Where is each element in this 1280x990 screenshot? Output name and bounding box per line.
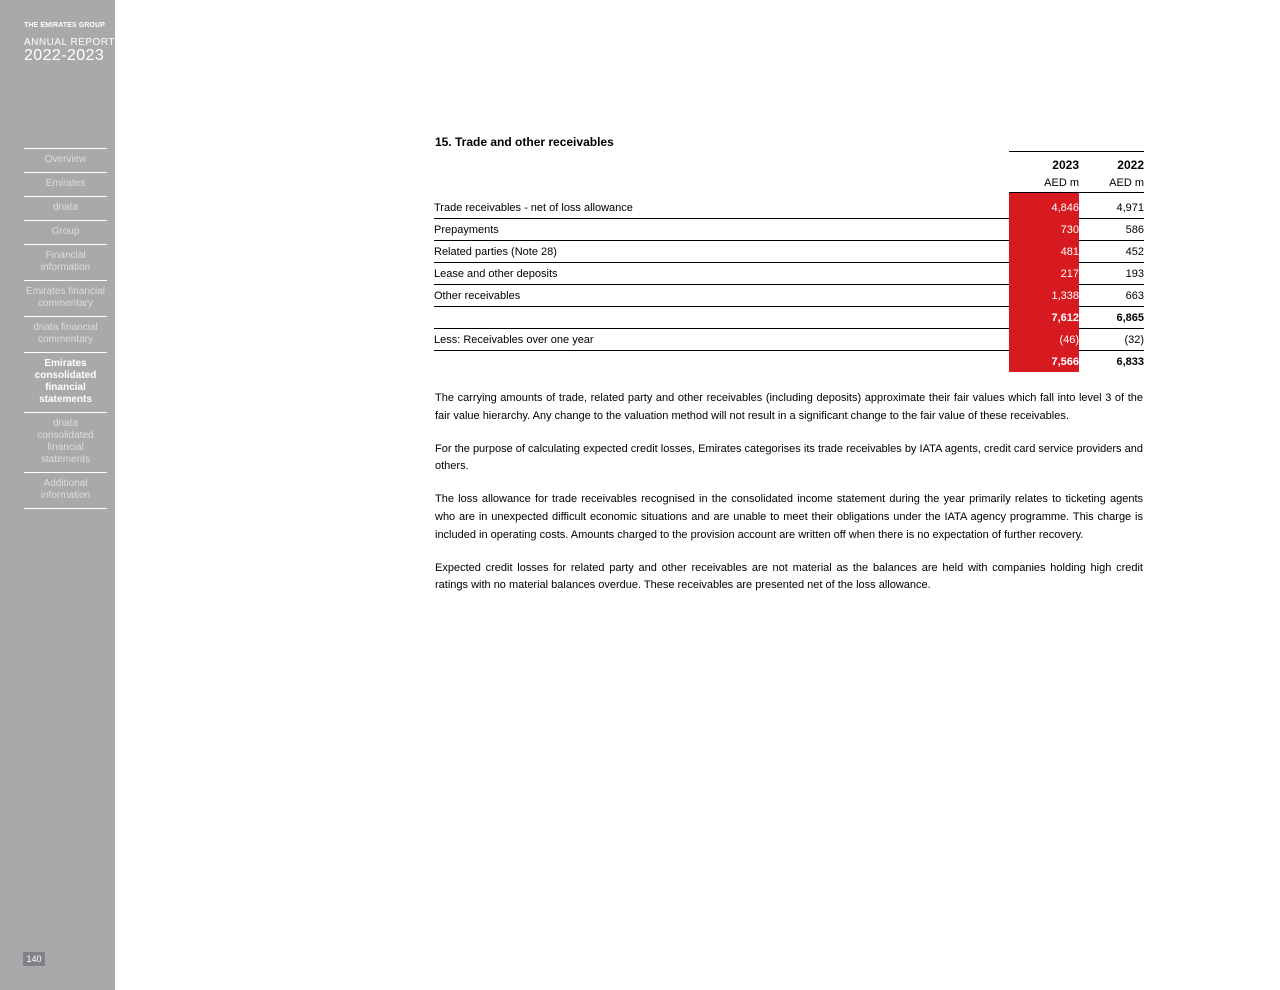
main-content (435, 134, 1144, 610)
report-years: 2022-2023 (24, 47, 105, 64)
column-2023-header: 2023 (1009, 152, 1079, 175)
nav-item-dnata-financial-commentary[interactable]: dnata financial commentary (24, 317, 107, 353)
row-value-2022: 586 (1079, 219, 1144, 241)
nav-item-emirates[interactable]: Emirates (24, 173, 107, 197)
paragraph: Expected credit losses for related party and other receivables are not material as the balances are held with companies holding high credit ratings with no material balances overdue. These receivables are presented net of the loss allowance. (435, 561, 1143, 592)
table-row (434, 263, 1144, 285)
row-label: Other receivables (434, 285, 1009, 307)
row-value-2022: 663 (1079, 285, 1144, 307)
nav-item-dnata[interactable]: dnata (24, 197, 107, 221)
row-value-2023: 217 (1009, 263, 1079, 285)
nav-item-group[interactable]: Group (24, 221, 107, 245)
row-value-2023: 730 (1009, 219, 1079, 241)
nav-item-dnata-consolidated-statements[interactable]: dnata consolidated financial statements (24, 413, 107, 473)
paragraph: The carrying amounts of trade, related party and other receivables (including deposits) approximate their fair values which fall into level 3 of the fair value hierarchy. Any change to the valuation method will not result in a significant change to the fair value of these receivables. (435, 392, 1143, 422)
notes-text (435, 390, 1144, 595)
total-2023: 7,566 (1009, 351, 1079, 373)
row-value-2023: 481 (1009, 241, 1079, 263)
subtotal-row (434, 307, 1144, 329)
row-value-2023: 4,846 (1009, 197, 1079, 219)
report-title: ANNUAL REPORT (24, 37, 115, 48)
unit-2022: AED m (1079, 174, 1144, 193)
receivables-table (434, 151, 1144, 372)
subtotal-2022: 6,865 (1079, 307, 1144, 329)
report-brand (24, 22, 115, 65)
row-value-2022: 4,971 (1079, 197, 1144, 219)
nav-item-financial-information[interactable]: Financial information (24, 245, 107, 281)
table-row (434, 197, 1144, 219)
row-label: Lease and other deposits (434, 263, 1009, 285)
less-2022: (32) (1079, 329, 1144, 351)
row-value-2022: 452 (1079, 241, 1144, 263)
less-2023: (46) (1009, 329, 1079, 351)
table-row (434, 219, 1144, 241)
row-value-2023: 1,338 (1009, 285, 1079, 307)
sidebar-nav (24, 148, 107, 509)
row-label: Trade receivables - net of loss allowance (434, 197, 1009, 219)
table-row (434, 241, 1144, 263)
total-row (434, 351, 1144, 373)
paragraph: The loss allowance for trade receivables recognised in the consolidated income statement during the year primarily relates to ticketing agents who are in unexpected difficult economic situations and are unable to meet their obligations under the IATA agency programme. This charge is included in operating costs. Amounts charged to the provision account are written off when there is no expectation of further recovery. (435, 493, 1143, 541)
paragraph: For the purpose of calculating expected credit losses, Emirates categorises its trade receivables by IATA agents, credit card service providers and others. (435, 442, 1143, 473)
sidebar (0, 0, 115, 990)
row-label: Less: Receivables over one year (434, 329, 1009, 351)
total-2022: 6,833 (1116, 355, 1144, 368)
row-label: Prepayments (434, 219, 1009, 241)
table-header-units (434, 174, 1144, 193)
group-name: THE EMIRATES GROUP (24, 22, 106, 29)
row-value-2022: 193 (1079, 263, 1144, 285)
column-2022-header: 2022 (1079, 152, 1144, 175)
section-title: 15. Trade and other receivables (435, 135, 614, 149)
page-number: 140 (23, 952, 45, 966)
table-row (434, 285, 1144, 307)
nav-item-emirates-financial-commentary[interactable]: Emirates financial commentary (24, 281, 107, 317)
subtotal-2023: 7,612 (1009, 307, 1079, 329)
row-label: Related parties (Note 28) (434, 241, 1009, 263)
nav-item-additional-information[interactable]: Additional information (24, 473, 107, 509)
less-row (434, 329, 1144, 351)
nav-item-emirates-consolidated-statements[interactable]: Emirates consolidated financial statements (24, 353, 107, 413)
table-header-years (434, 152, 1144, 175)
unit-2023: AED m (1009, 174, 1079, 193)
nav-item-overview[interactable]: Overview (24, 149, 107, 173)
